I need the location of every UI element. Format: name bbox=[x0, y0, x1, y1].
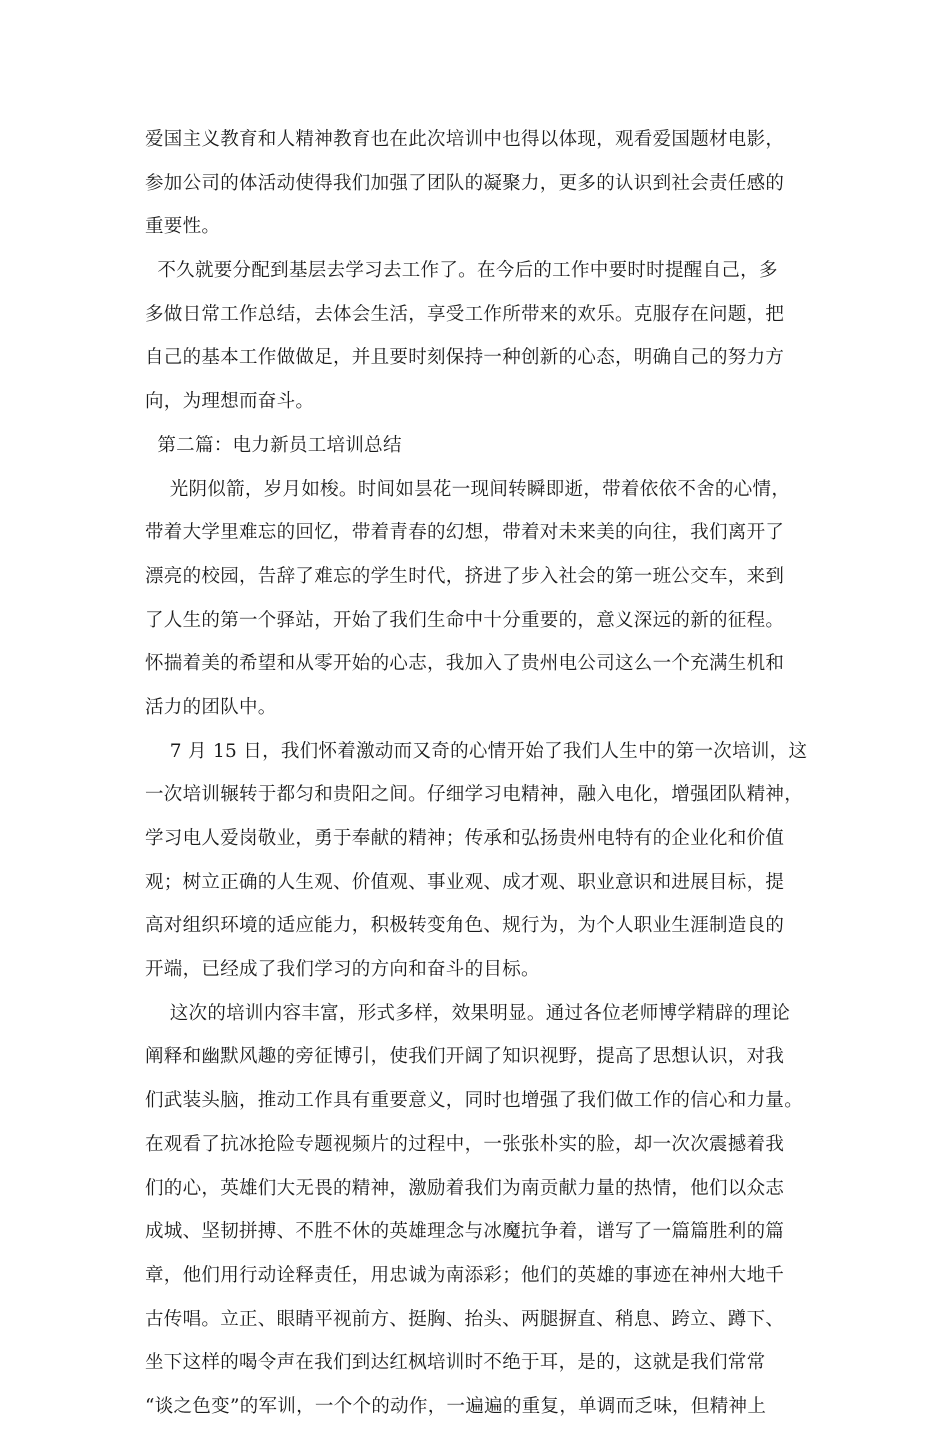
document-body bbox=[145, 118, 808, 1429]
text-line: 坐下这样的喝令声在我们到达红枫培训时不绝于耳，是的，这就是我们常常 bbox=[145, 1352, 766, 1374]
text-line: “谈之色变”的军训，一个个的动作，一遍遍的重复，单调而乏味，但精神上 bbox=[145, 1395, 767, 1417]
text-line: 光阴似箭，岁月如梭。时间如昙花一现间转瞬即逝，带着依依不舍的心情， bbox=[145, 478, 791, 500]
text-line: 带着大学里难忘的回忆，带着青春的幻想，带着对未来美的向往，我们离开了 bbox=[145, 522, 785, 544]
text-line: 漂亮的校园，告辞了难忘的学生时代，挤进了步入社会的第一班公交车，来到 bbox=[145, 565, 785, 587]
text-line: 一次培训辗转于都匀和贵阳之间。仔细学习电精神，融入电化，增强团队精神， bbox=[145, 784, 804, 806]
section-heading: 第二篇：电力新员工培训总结 bbox=[145, 434, 402, 456]
text-line: 了人生的第一个驿站，开始了我们生命中十分重要的，意义深远的新的征程。 bbox=[145, 609, 785, 631]
text-line: 在观看了抗冰抢险专题视频片的过程中，一张张朴实的脸，却一次次震撼着我 bbox=[145, 1133, 785, 1155]
text-line: 高对组织环境的适应能力，积极转变角色、规行为，为个人职业生涯制造良的 bbox=[145, 915, 785, 937]
text-line: 怀揣着美的希望和从零开始的心志，我加入了贵州电公司这么一个充满生机和 bbox=[145, 653, 785, 675]
text-line: 古传唱。立正、眼睛平视前方、挺胸、抬头、两腿摒直、稍息、跨立、蹲下、 bbox=[145, 1308, 785, 1330]
text-line: 章，他们用行动诠释责任，用忠诚为南添彩；他们的英雄的事迹在神州大地千 bbox=[145, 1264, 785, 1286]
text-line: 观；树立正确的人生观、价值观、事业观、成才观、职业意识和进展目标，提 bbox=[145, 871, 785, 893]
text-line: 这次的培训内容丰富，形式多样，效果明显。通过各位老师博学精辟的理论 bbox=[145, 1002, 791, 1024]
text-line: 参加公司的体活动使得我们加强了团队的凝聚力，更多的认识到社会责任感的 bbox=[145, 172, 785, 194]
text-line: 重要性。 bbox=[145, 216, 221, 238]
text-line: 自己的基本工作做做足，并且要时刻保持一种创新的心态，明确自己的努力方 bbox=[145, 347, 785, 369]
text-line: 7 月 15 日，我们怀着激动而又奇的心情开始了我们人生中的第一次培训，这 bbox=[145, 740, 808, 762]
text-line: 成城、坚韧拼搏、不胜不休的英雄理念与冰魔抗争着，谱写了一篇篇胜利的篇 bbox=[145, 1221, 785, 1243]
text-line: 们的心，英雄们大无畏的精神，激励着我们为南贡献力量的热情，他们以众志 bbox=[145, 1177, 785, 1199]
text-line: 向，为理想而奋斗。 bbox=[145, 391, 315, 413]
text-line: 们武装头脑，推动工作具有重要意义，同时也增强了我们做工作的信心和力量。 bbox=[145, 1090, 804, 1112]
text-line: 活力的团队中。 bbox=[145, 696, 277, 718]
text-line: 学习电人爱岗敬业，勇于奉献的精神；传承和弘扬贵州电特有的企业化和价值 bbox=[145, 828, 785, 849]
text-line: 不久就要分配到基层去学习去工作了。在今后的工作中要时时提醒自己，多 bbox=[145, 260, 778, 282]
text-line: 开端，已经成了我们学习的方向和奋斗的目标。 bbox=[145, 959, 540, 981]
text-line: 阐释和幽默风趣的旁征博引，使我们开阔了知识视野，提高了思想认识，对我 bbox=[145, 1046, 785, 1068]
text-line: 爱国主义教育和人精神教育也在此次培训中也得以体现，观看爱国题材电影， bbox=[145, 129, 785, 150]
text-line: 多做日常工作总结，去体会生活，享受工作所带来的欢乐。克服存在问题，把 bbox=[145, 303, 785, 325]
